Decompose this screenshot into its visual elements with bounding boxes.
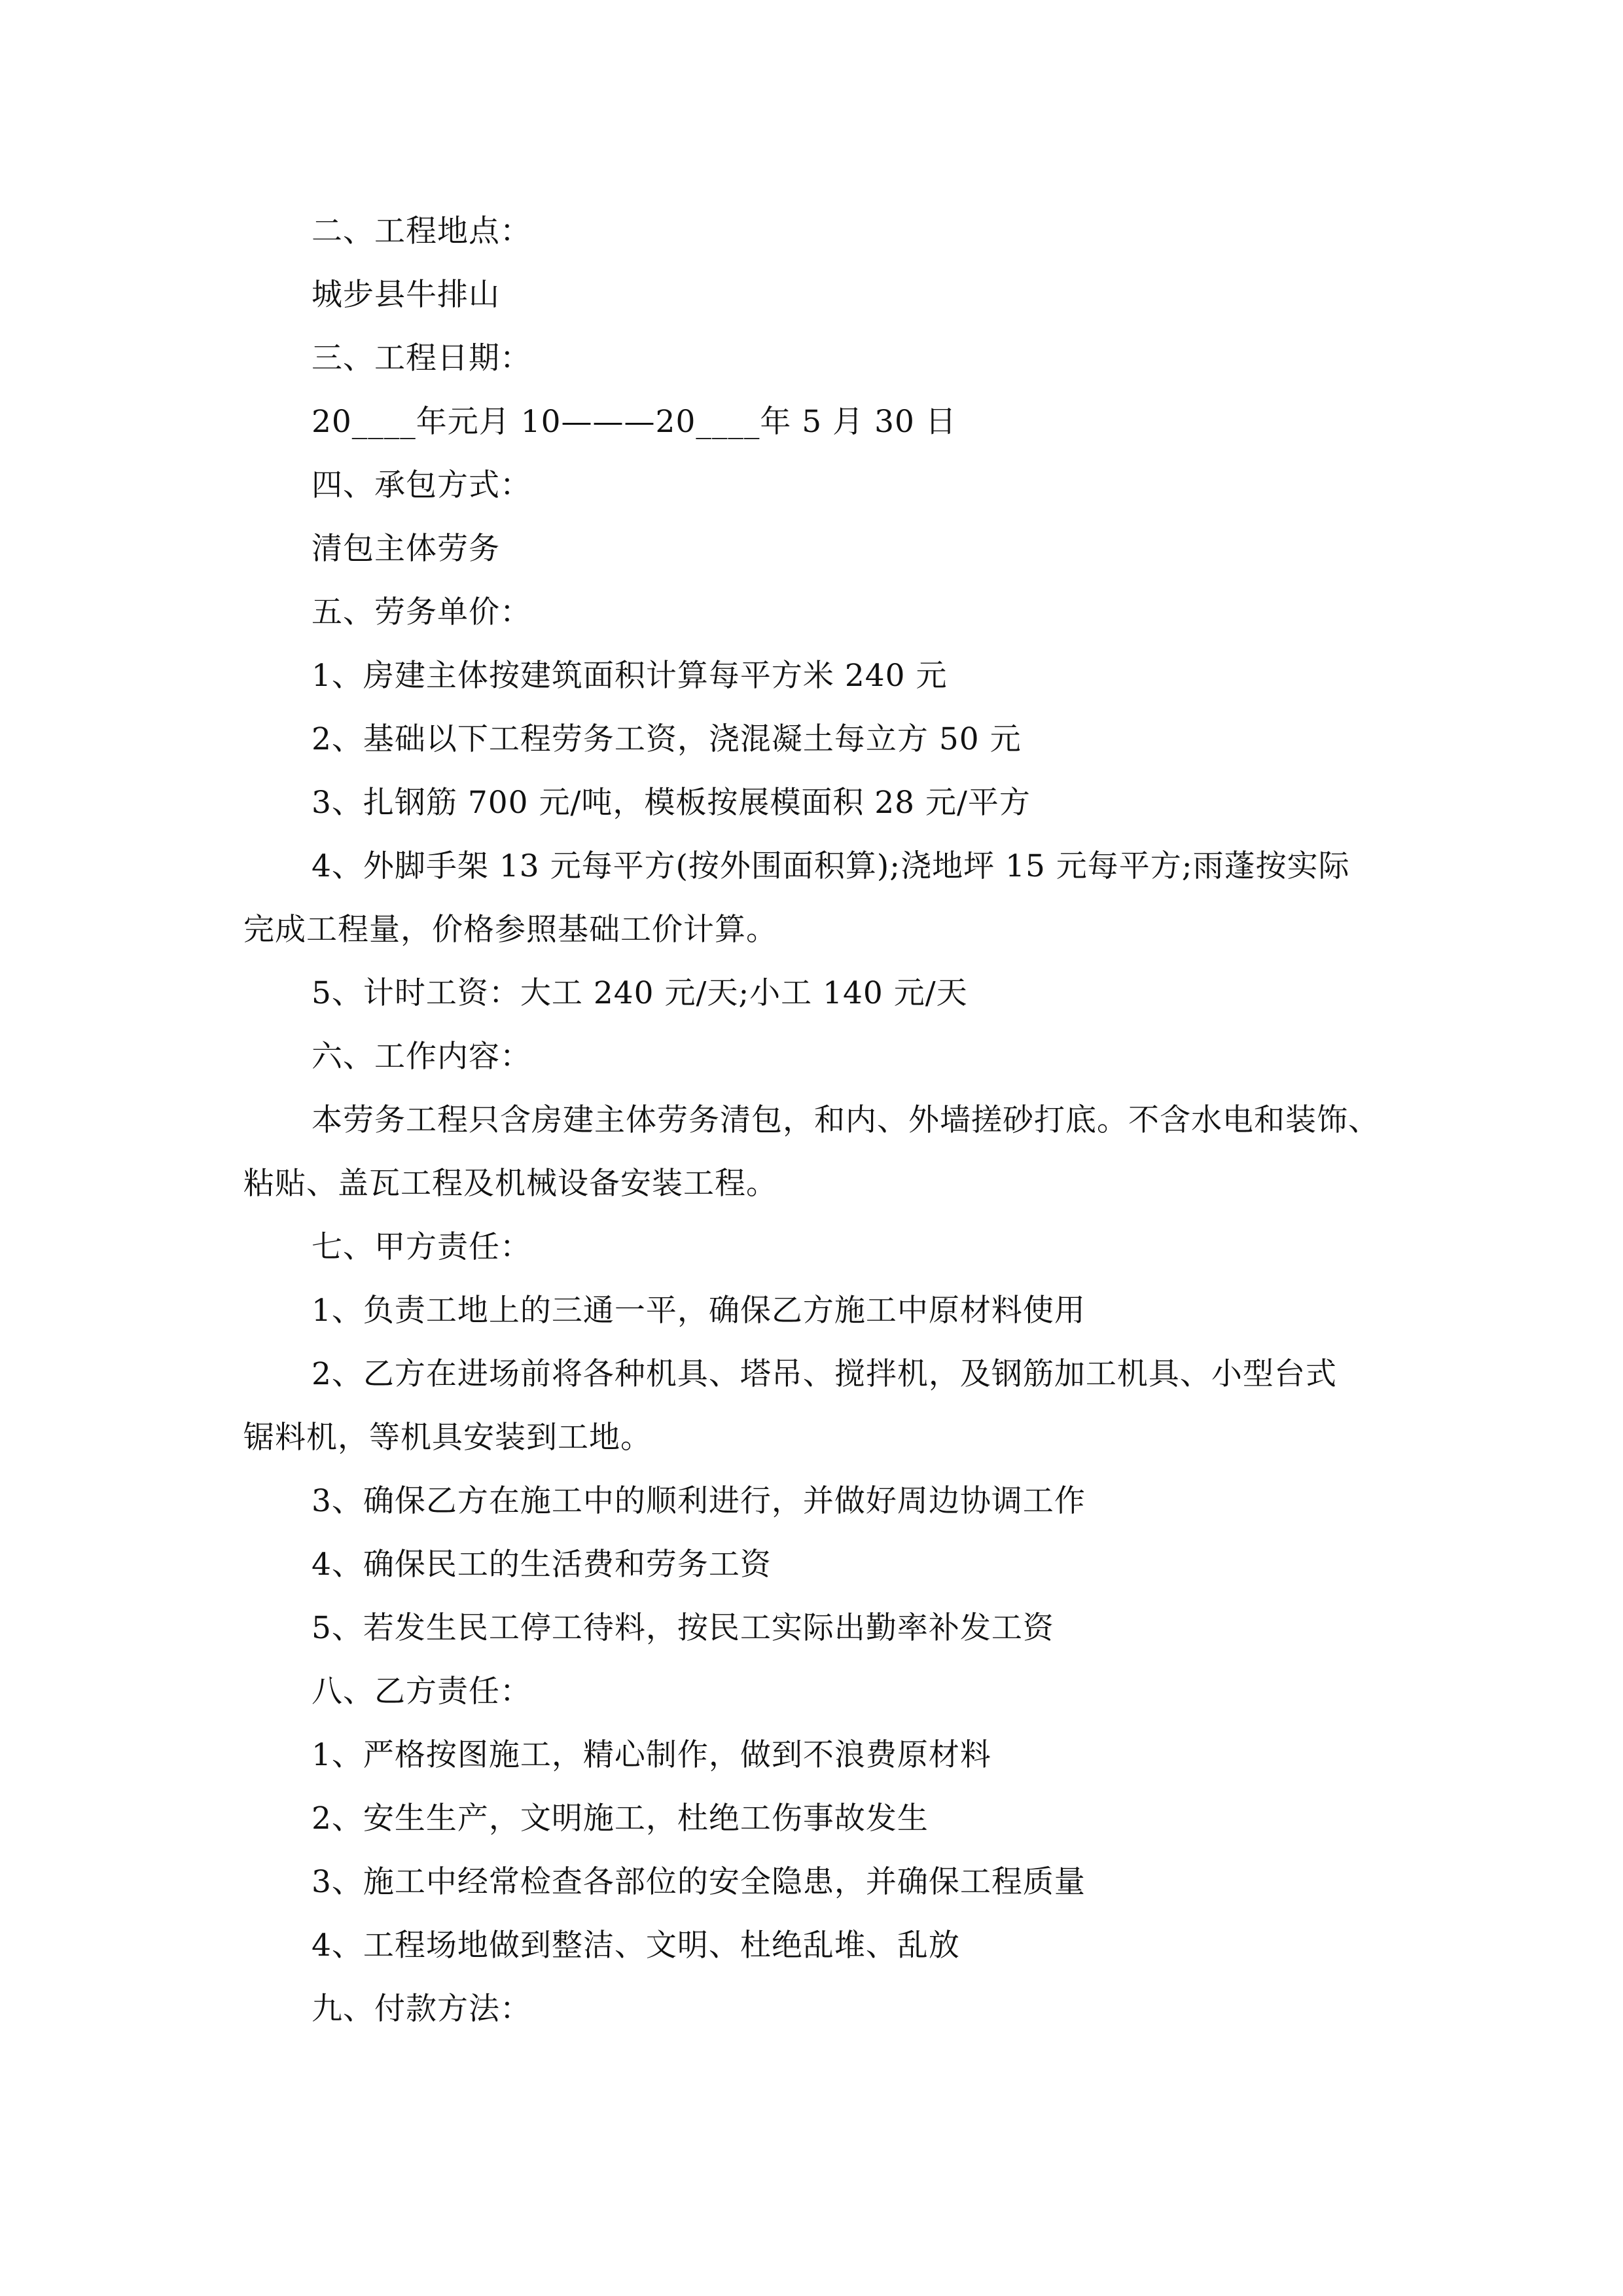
paragraph-line: 城步县牛排山 xyxy=(312,277,500,313)
list-item: 3、确保乙方在施工中的顺利进行，并做好周边协调工作 xyxy=(312,1483,1086,1519)
heading-labor-unit-price: 五、劳务单价： xyxy=(312,594,531,630)
heading-project-dates: 三、工程日期： xyxy=(312,340,531,376)
list-item-continuation: 完成工程量，价格参照基础工价计算。 xyxy=(243,912,777,948)
heading-contract-method: 四、承包方式： xyxy=(312,467,531,503)
list-item: 3、扎钢筋 700 元/吨，模板按展模面积 28 元/平方 xyxy=(312,785,1031,821)
list-item: 3、施工中经常检查各部位的安全隐患，并确保工程质量 xyxy=(312,1864,1086,1900)
heading-party-b-responsibility: 八、乙方责任： xyxy=(312,1674,531,1710)
paragraph-line: 20____年元月 10———20____年 5 月 30 日 xyxy=(312,404,957,440)
list-item: 4、外脚手架 13 元每平方(按外围面积算);浇地坪 15 元每平方;雨蓬按实际 xyxy=(312,848,1350,884)
heading-project-location: 二、工程地点： xyxy=(312,213,531,249)
list-item: 5、计时工资：大工 240 元/天;小工 140 元/天 xyxy=(312,975,968,1011)
heading-party-a-responsibility: 七、甲方责任： xyxy=(312,1229,531,1265)
list-item: 4、确保民工的生活费和劳务工资 xyxy=(312,1547,772,1583)
list-item: 1、严格按图施工，精心制作，做到不浪费原材料 xyxy=(312,1737,991,1773)
paragraph-line: 本劳务工程只含房建主体劳务清包，和内、外墙搓砂打底。不含水电和装饰、 xyxy=(312,1102,1380,1138)
heading-work-content: 六、工作内容： xyxy=(312,1039,531,1075)
document-body xyxy=(243,200,1382,2041)
list-item: 2、基础以下工程劳务工资，浇混凝土每立方 50 元 xyxy=(312,721,1022,757)
list-item: 2、安生生产，文明施工，杜绝工伤事故发生 xyxy=(312,1801,929,1837)
list-item: 4、工程场地做到整洁、文明、杜绝乱堆、乱放 xyxy=(312,1928,960,1964)
list-item-continuation: 锯料机，等机具安装到工地。 xyxy=(243,1420,652,1456)
paragraph-continuation: 粘贴、盖瓦工程及机械设备安装工程。 xyxy=(243,1166,777,1202)
list-item: 1、房建主体按建筑面积计算每平方米 240 元 xyxy=(312,658,948,694)
paragraph-line: 清包主体劳务 xyxy=(312,531,500,567)
heading-payment-method: 九、付款方法： xyxy=(312,1991,531,2027)
list-item: 5、若发生民工停工待料，按民工实际出勤率补发工资 xyxy=(312,1610,1054,1646)
list-item: 2、乙方在进场前将各种机具、塔吊、搅拌机，及钢筋加工机具、小型台式 xyxy=(312,1356,1337,1392)
list-item: 1、负责工地上的三通一平，确保乙方施工中原材料使用 xyxy=(312,1293,1086,1329)
